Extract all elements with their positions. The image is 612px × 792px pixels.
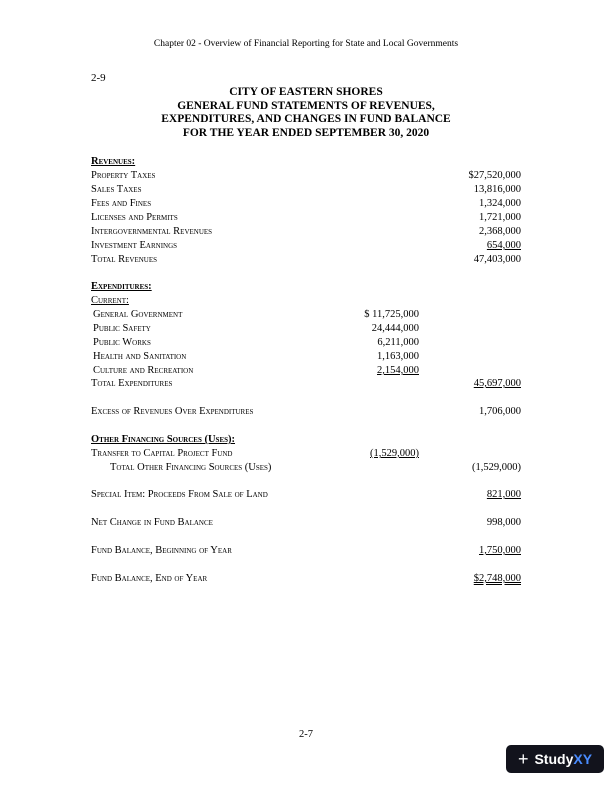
fund-balance-beginning-amount: 1,750,000 bbox=[479, 545, 521, 556]
revenue-label: Intergovernmental Revenues bbox=[91, 226, 213, 237]
total-other-financing-label: Total Other Financing Sources (Uses) bbox=[110, 462, 272, 473]
total-other-financing-amount: (1,529,000) bbox=[472, 462, 521, 473]
expenditure-label: Culture and Recreation bbox=[93, 365, 194, 376]
current-subheading: Current: bbox=[91, 295, 129, 306]
brand-name bbox=[534, 751, 592, 767]
expenditure-label: Public Safety bbox=[93, 323, 151, 334]
excess-label: Excess of Revenues Over Expenditures bbox=[91, 406, 254, 417]
total-expenditures-amount: 45,697,000 bbox=[473, 378, 521, 389]
revenue-amount: 1,324,000 bbox=[479, 198, 521, 209]
studyxy-badge[interactable] bbox=[506, 745, 604, 773]
page-number: 2-7 bbox=[299, 729, 313, 740]
fund-balance-end-label: Fund Balance, End of Year bbox=[91, 573, 208, 584]
revenue-label: Licenses and Permits bbox=[91, 212, 178, 223]
expenditure-amount: 24,444,000 bbox=[371, 323, 419, 334]
revenue-label: Investment Earnings bbox=[91, 240, 178, 251]
net-change-amount: 998,000 bbox=[486, 517, 521, 528]
total-expenditures-label: Total Expenditures bbox=[91, 378, 173, 389]
title-line: FOR THE YEAR ENDED SEPTEMBER 30, 2020 bbox=[182, 126, 430, 139]
transfer-label: Transfer to Capital Project Fund bbox=[91, 448, 233, 459]
running-header: Chapter 02 - Overview of Financial Reporting for State and Local Governments bbox=[153, 39, 459, 49]
title-line: GENERAL FUND STATEMENTS OF REVENUES, bbox=[177, 99, 435, 112]
expenditure-label: Health and Sanitation bbox=[93, 351, 187, 362]
revenue-amount: 2,368,000 bbox=[479, 226, 521, 237]
fund-balance-end-amount: $2,748,000 bbox=[473, 573, 521, 584]
revenue-label: Sales Taxes bbox=[91, 184, 142, 195]
net-change-label: Net Change in Fund Balance bbox=[91, 517, 213, 528]
expenditure-label: General Government bbox=[93, 309, 183, 320]
special-item-amount: 821,000 bbox=[486, 489, 521, 500]
expenditure-amount: 2,154,000 bbox=[377, 365, 419, 376]
expenditure-label: Public Works bbox=[93, 337, 151, 348]
total-revenues-amount: 47,403,000 bbox=[473, 254, 521, 265]
title-line: CITY OF EASTERN SHORES bbox=[229, 86, 383, 98]
excess-amount: 1,706,000 bbox=[479, 406, 521, 417]
revenue-amount: 1,721,000 bbox=[479, 212, 521, 223]
revenue-label: Property Taxes bbox=[91, 170, 156, 181]
title-line: EXPENDITURES, AND CHANGES IN FUND BALANCE bbox=[161, 113, 451, 125]
plus-icon: + bbox=[517, 749, 529, 769]
total-revenues-label: Total Revenues bbox=[91, 254, 158, 265]
special-item-label: Special Item: Proceeds From Sale of Land bbox=[91, 489, 268, 500]
problem-number: 2-9 bbox=[91, 72, 106, 84]
revenue-amount: 654,000 bbox=[486, 240, 521, 251]
expenditure-amount: $ 11,725,000 bbox=[364, 309, 419, 320]
expenditure-amount: 6,211,000 bbox=[377, 337, 419, 348]
transfer-amount: (1,529,000) bbox=[370, 448, 419, 459]
brand-text: Study bbox=[534, 751, 574, 767]
expenditures-heading: Expenditures: bbox=[91, 281, 152, 292]
fund-balance-beginning-label: Fund Balance, Beginning of Year bbox=[91, 545, 232, 556]
expenditure-amount: 1,163,000 bbox=[377, 351, 419, 362]
revenue-amount: $27,520,000 bbox=[468, 170, 521, 181]
revenue-label: Fees and Fines bbox=[91, 198, 152, 209]
other-financing-heading: Other Financing Sources (Uses): bbox=[91, 434, 236, 445]
brand-accent: XY bbox=[573, 751, 593, 767]
revenues-heading: Revenues: bbox=[91, 156, 136, 167]
revenue-amount: 13,816,000 bbox=[473, 184, 521, 195]
statement-title bbox=[0, 86, 612, 140]
